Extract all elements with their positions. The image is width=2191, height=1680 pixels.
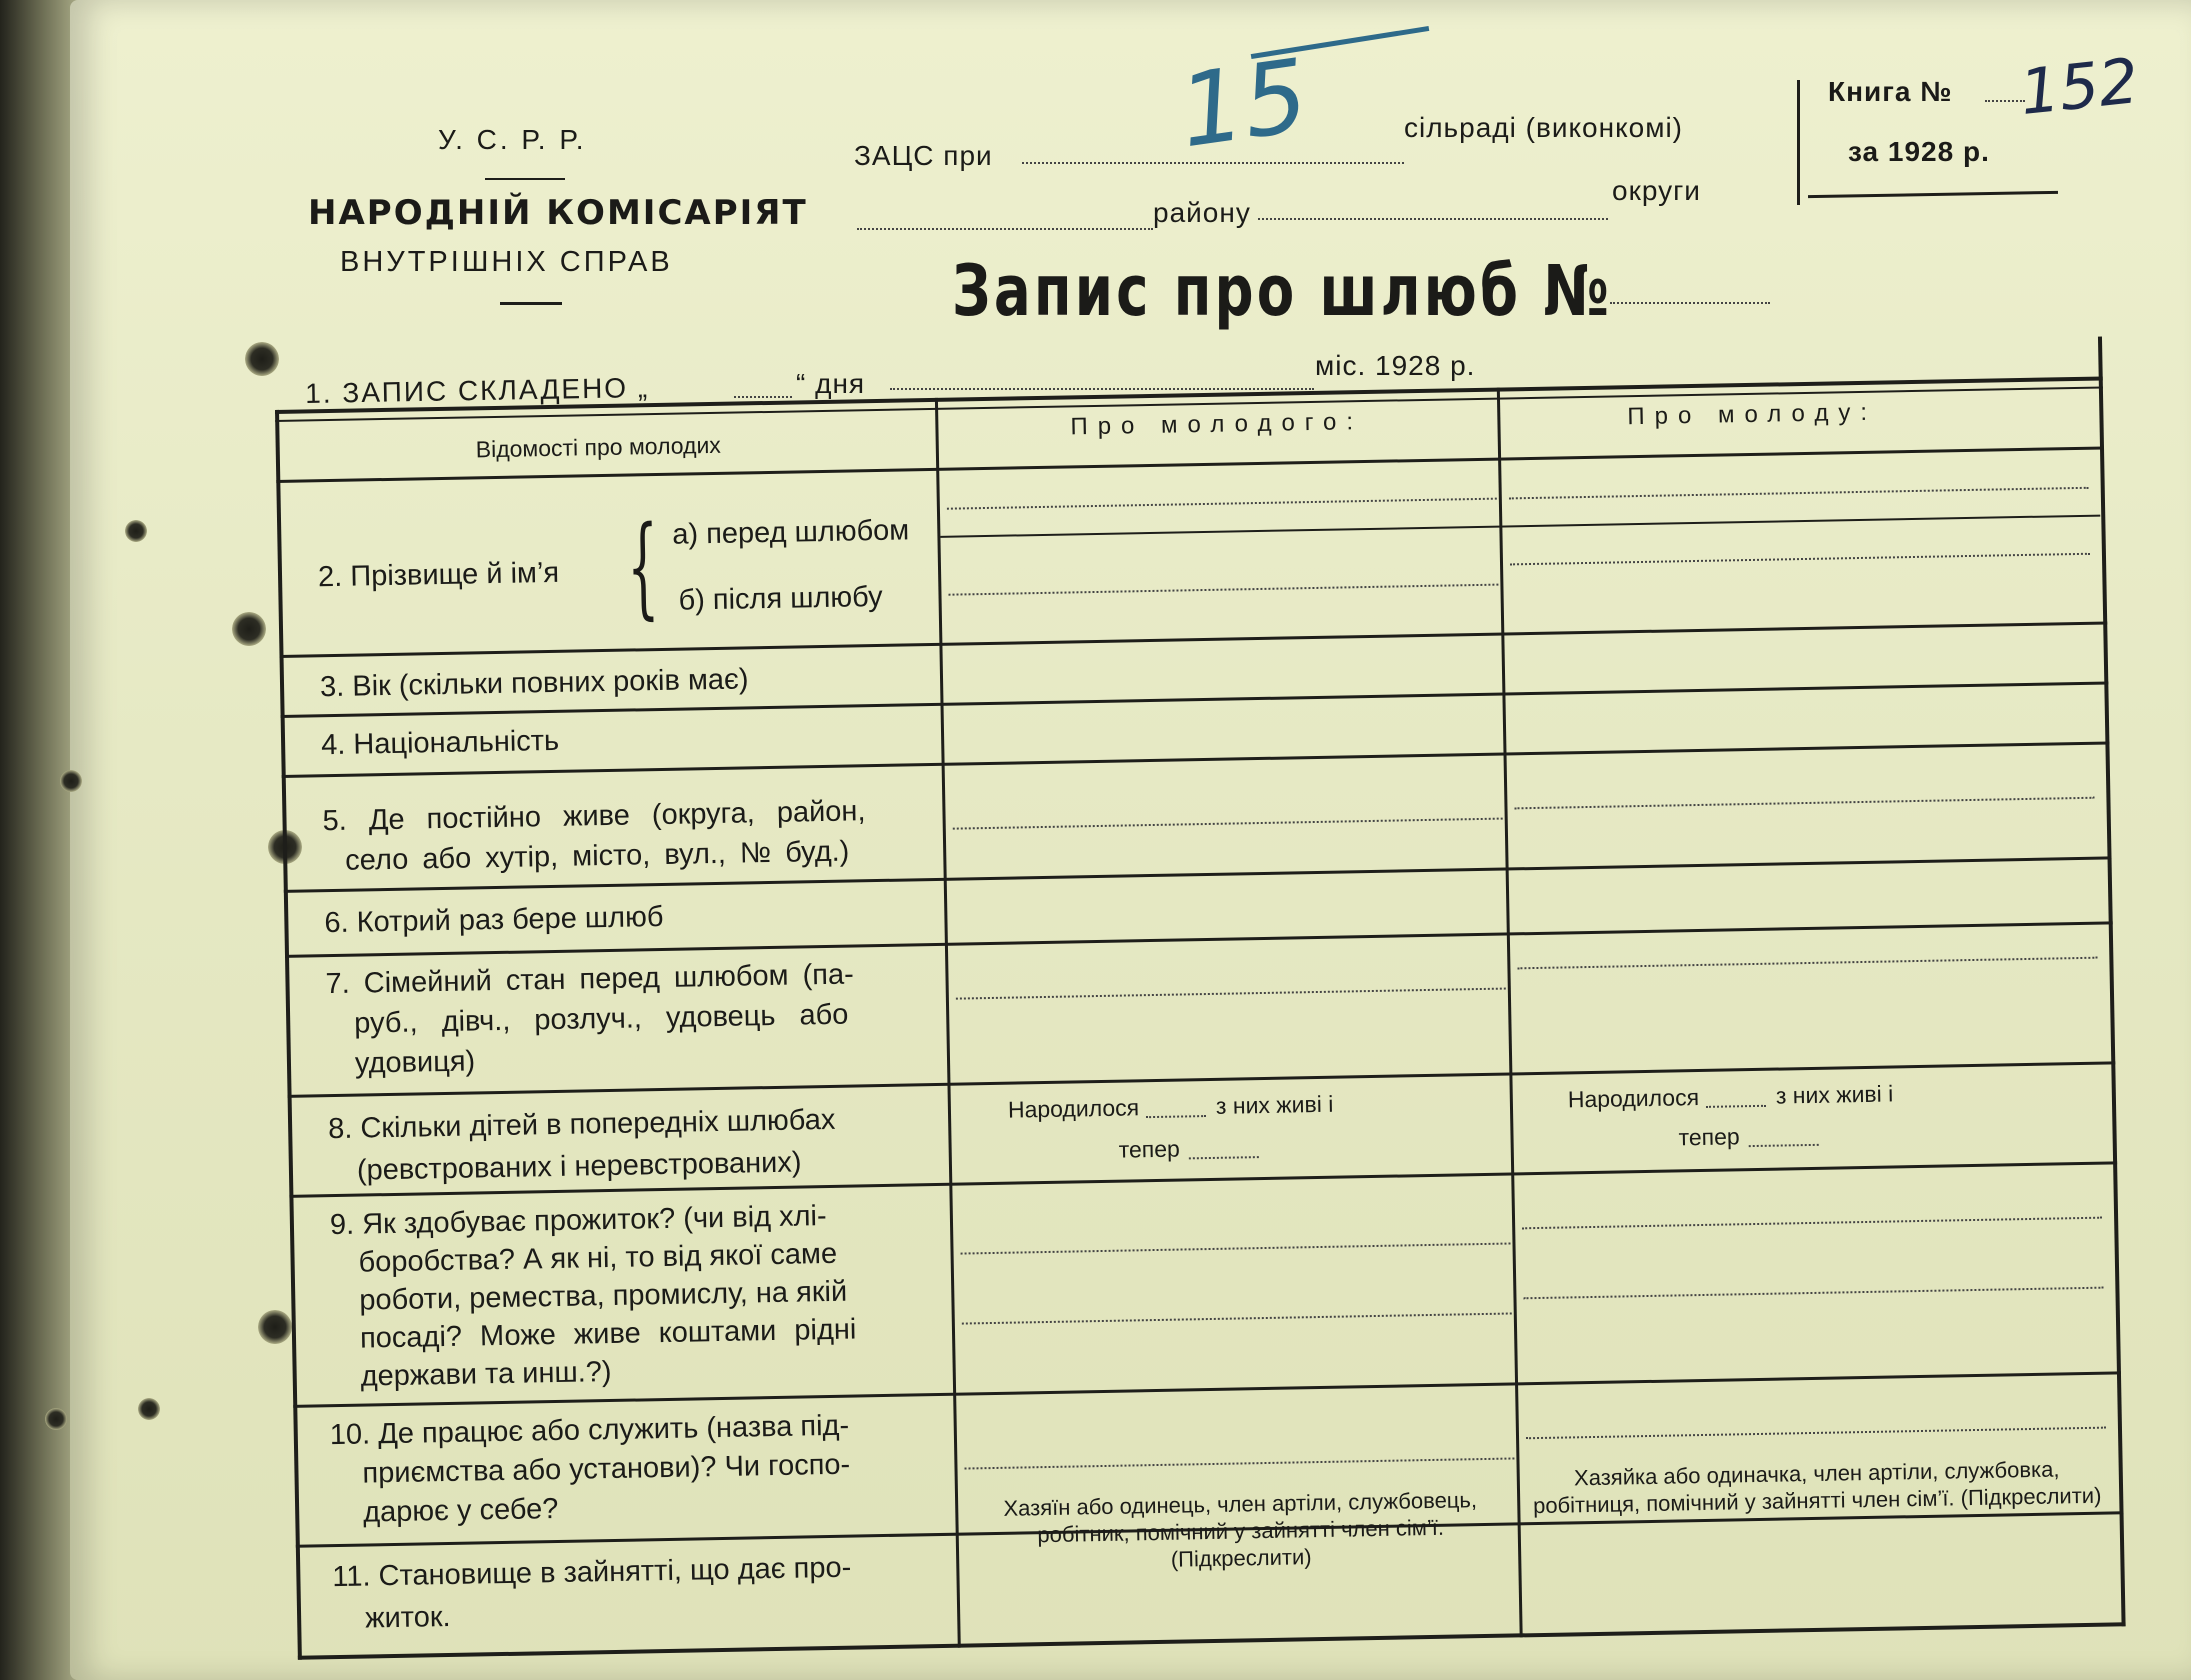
entry-line [1526, 1427, 2106, 1440]
column-header-bride: Про молоду: [1627, 398, 1878, 431]
row-2-label: 2. Прізвище й ім’я [317, 556, 560, 594]
row-9-label-line2: боробства? А як ні, то від якої саме [358, 1237, 838, 1279]
zags-suffix: сільраді (виконкомі) [1404, 112, 1683, 143]
entry-line [948, 584, 1498, 596]
row-2b-label: б) після шлюбу [678, 580, 883, 617]
row-7-label-line3: удовиця) [354, 1045, 476, 1080]
entry-line [1522, 1217, 2102, 1230]
binding-hole [232, 612, 266, 646]
binding-hole [258, 1310, 292, 1344]
record-quote-day: “ дня [796, 368, 866, 399]
entry-line [953, 818, 1503, 830]
district-blank-left [857, 228, 1153, 230]
bride-employment-options: Хазяйка або одиначка, член артіли, службовка, робітниця, помічний у зайнятті член сім’ї. (Підкреслити) [1532, 1456, 2102, 1519]
district-label: району [1153, 197, 1251, 228]
record-number-blank [1610, 302, 1770, 304]
row-11-label-line2: житок. [364, 1600, 451, 1635]
column-header-info: Відомості про молодих [475, 431, 722, 463]
book-box-left [1797, 80, 1800, 205]
entry-line [1189, 1156, 1259, 1159]
entry-line [1749, 1144, 1819, 1147]
commissariat-title: НАРОДНІЙ КОМІСАРІЯТ [308, 193, 808, 233]
bride-children-alive: з них живі і [1775, 1080, 1894, 1109]
row-9-label-line1: 9. Як здобуває прожиток? (чи від хлі- [329, 1200, 827, 1242]
entry-line [1509, 487, 2089, 500]
entry-line [1514, 797, 2094, 810]
row-7-label-line1: 7. Сімейний стан перед шлюбом (па- [325, 958, 855, 1001]
groom-children-born: Народилося [1007, 1094, 1140, 1123]
row-10-label-line3: дарює у себе? [362, 1492, 559, 1529]
row-5-label-line2: село або хутір, місто, вул., № буд.) [344, 835, 850, 877]
binding-hole [125, 520, 147, 542]
row-2a-label: а) перед шлюбом [672, 514, 910, 551]
handwritten-number: 15 [1172, 36, 1315, 171]
entry-line [956, 988, 1506, 1000]
row-4-label: 4. Національність [320, 724, 560, 762]
row-9-label-line4: посаді? Може живе коштами рідні [359, 1313, 857, 1355]
row-5-label-line1: 5. Де постійно живе (округа, район, [322, 795, 866, 838]
row-9-label-line5: держави та инш.?) [360, 1355, 612, 1393]
groom-children-now: тепер [1118, 1135, 1181, 1163]
record-day-blank [734, 396, 792, 398]
binding-hole [60, 770, 82, 792]
entry-line [964, 1457, 1514, 1469]
book-number-blank [1985, 100, 2025, 102]
entry-line [1706, 1105, 1766, 1108]
row-9-label-line3: роботи, ремества, промислу, на якій [359, 1275, 848, 1317]
binding-hole [245, 342, 279, 376]
row-8-label-line2: (ревстрованих і неревстрованих) [356, 1146, 802, 1187]
row-10-label-line2: приємства або установи)? Чи госпо- [362, 1448, 851, 1490]
bride-children-born: Народилося [1567, 1084, 1700, 1113]
record-month-blank [890, 388, 1314, 390]
row-3-label: 3. Вік (скільки повних років має) [319, 663, 749, 704]
row-2-midline [940, 515, 2100, 538]
groom-children-alive: з них живі і [1215, 1090, 1334, 1119]
row-10-label-line1: 10. Де працює або служить (назва під- [329, 1409, 850, 1452]
column-divider [935, 398, 961, 1648]
book-label: Книга № [1828, 76, 1953, 107]
entry-line [1146, 1115, 1206, 1118]
state-abbreviation: У. С. Р. Р. [438, 124, 587, 155]
commissariat-subtitle: ВНУТРІШНІХ СПРАВ [340, 246, 673, 278]
entry-line [947, 498, 1497, 510]
book-number-handwritten: 152 [2016, 44, 2142, 129]
entry-line [1523, 1287, 2103, 1300]
binding-hole [45, 1408, 67, 1430]
record-prefix: 1. ЗАПИС СКЛАДЕНО „ [305, 371, 650, 409]
row-6-label: 6. Котрий раз бере шлюб [324, 900, 664, 940]
row-8-label-line1: 8. Скільки дітей в попередніх шлюбах [327, 1103, 836, 1146]
entry-line [1517, 957, 2097, 970]
district-blank-right [1258, 218, 1608, 220]
column-divider [1497, 388, 1523, 1638]
groom-employment-options: Хазяїн або одинець, член артіли, службовець, робітник, помічний у зайнятті член сім’ї. (Підкреслити) [1003, 1487, 1478, 1572]
book-spine [0, 0, 78, 1680]
document-title: Запис про шлюб № [952, 250, 1613, 332]
entry-line [961, 1243, 1511, 1255]
row-7-label-line2: руб., дівч., розлуч., удовець або [353, 998, 849, 1040]
okrug-label: округи [1612, 175, 1701, 206]
zags-prefix: ЗАЦС при [854, 140, 993, 171]
marriage-record-table [275, 377, 2126, 1660]
divider [485, 178, 565, 180]
divider [500, 302, 562, 305]
column-header-groom: Про молодого: [1070, 408, 1364, 441]
brace: { [626, 502, 660, 631]
book-year: за 1928 р. [1848, 136, 1990, 167]
row-divider [279, 621, 2107, 657]
bride-children-now: тепер [1678, 1123, 1740, 1151]
entry-line [1510, 553, 2090, 566]
row-11-label-line1: 11. Становище в зайнятті, що дає про- [332, 1551, 852, 1594]
entry-line [962, 1312, 1512, 1324]
record-month-year: міс. 1928 р. [1315, 350, 1476, 381]
binding-hole [138, 1398, 160, 1420]
